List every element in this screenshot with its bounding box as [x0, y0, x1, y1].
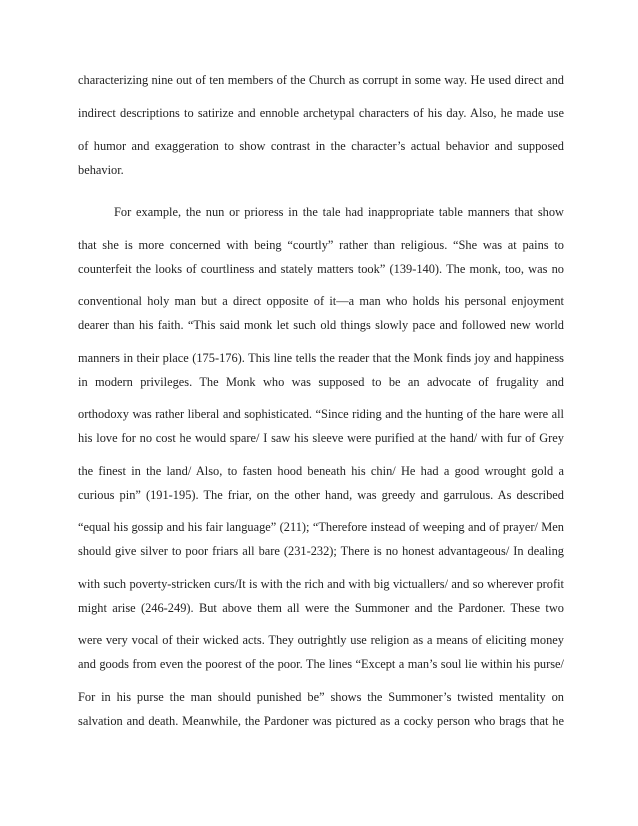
text-line: were very vocal of their wicked acts. They outrightly use religion as a means of eliciting money — [78, 633, 564, 647]
text-line: of humor and exaggeration to show contrast in the character’s actual behavior and supposed — [78, 139, 564, 153]
text-line: dearer than his faith. “This said monk let such old things slowly pace and followed new world — [78, 318, 564, 332]
text-line: conventional holy man but a direct opposite of it—a man who holds his personal enjoyment — [78, 294, 564, 308]
text-line: with such poverty-stricken curs/It is with the rich and with big victuallers/ and so wherever profit — [78, 577, 564, 591]
text-line: the finest in the land/ Also, to fasten hood beneath his chin/ He had a good wrought gold a — [78, 464, 564, 478]
text-line: that she is more concerned with being “courtly” rather than religious. “She was at pains to — [78, 238, 564, 252]
text-line: manners in their place (175-176). This line tells the reader that the Monk finds joy and happiness — [78, 351, 564, 365]
text-line: in modern privileges. The Monk who was supposed to be an advocate of frugality and — [78, 375, 564, 389]
text-line: behavior. — [78, 163, 124, 177]
text-line: should give silver to poor friars all bare (231-232); There is no honest advantageous/ In dealing — [78, 544, 564, 558]
text-line: “equal his gossip and his fair language” (211); “Therefore instead of weeping and of prayer/ Men — [78, 520, 564, 534]
text-line: salvation and death. Meanwhile, the Pardoner was pictured as a cocky person who brags that he — [78, 714, 564, 728]
text-line: curious pin” (191-195). The friar, on the other hand, was greedy and garrulous. As described — [78, 488, 564, 502]
text-line: indirect descriptions to satirize and ennoble archetypal characters of his day. Also, he made use — [78, 106, 564, 120]
text-line: For example, the nun or prioress in the tale had inappropriate table manners that show — [114, 205, 564, 219]
text-line: characterizing nine out of ten members of the Church as corrupt in some way. He used direct and — [78, 73, 564, 87]
text-line: his love for no cost he would spare/ I saw his sleeve were purified at the hand/ with fur of Grey — [78, 431, 564, 445]
text-line: might arise (246-249). But above them all were the Summoner and the Pardoner. These two — [78, 601, 564, 615]
text-line: and goods from even the poorest of the poor. The lines “Except a man’s soul lie within his purse/ — [78, 657, 564, 671]
text-line: orthodoxy was rather liberal and sophisticated. “Since riding and the hunting of the hare were all — [78, 407, 564, 421]
text-line: counterfeit the looks of courtliness and stately matters took” (139-140). The monk, too, was no — [78, 262, 564, 276]
text-line: For in his purse the man should punished be” shows the Summoner’s twisted mentality on — [78, 690, 564, 704]
